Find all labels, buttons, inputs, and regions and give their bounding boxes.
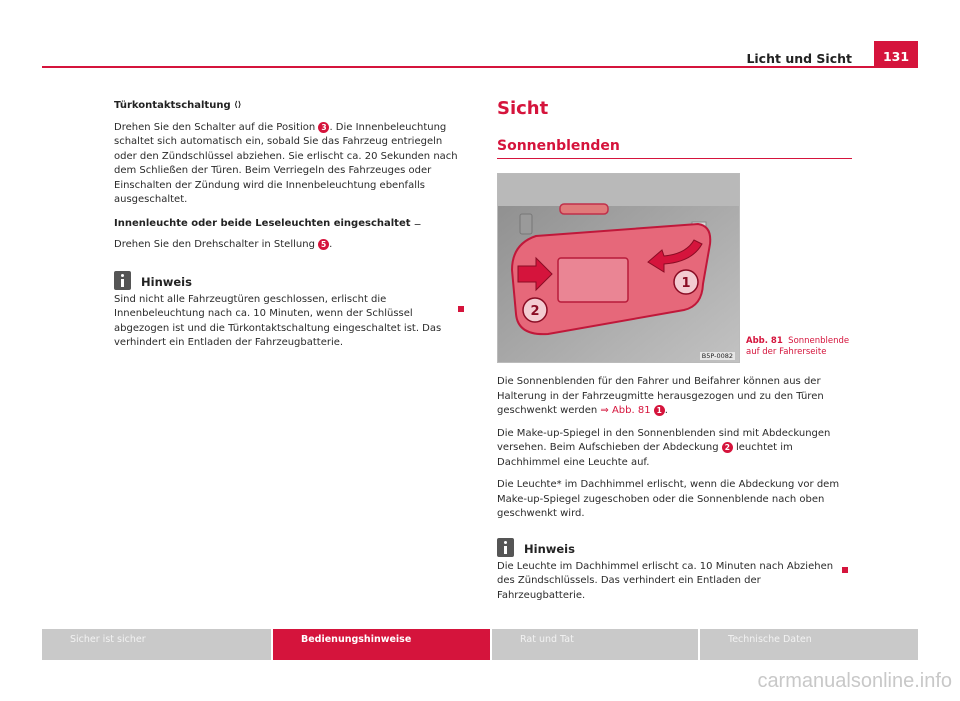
section-end-marker [458,306,464,312]
footer-tab-technik[interactable]: Technische Daten [700,629,918,660]
right-column [497,98,852,155]
figure-sun-visor [497,173,740,363]
note-header [114,271,466,290]
note-text-right: Die Leuchte im Dachhimmel erlischt ca. 10 Minuten nach Abziehen des Zündschlüssels. Das verhindert ein Entladen der Fahrzeugbatterie. [497,560,834,601]
footer-nav [42,629,918,660]
info-icon [114,271,131,290]
ref-marker-5: 5 [318,239,329,250]
figure-link[interactable]: ⇒ Abb. 81 [600,405,651,416]
footer-tab-rat[interactable]: Rat und Tat [492,629,698,660]
paragraph-reading-lights: Drehen Sie den Drehschalter in Stellung 5 . [114,239,333,250]
note-title-right: Hinweis [524,542,575,556]
page-header-title: Licht und Sicht [746,51,852,66]
callout-2: 2 [530,304,540,319]
watermark: carmanualsonline.info [757,670,952,692]
header-rule [42,66,918,68]
right-body [497,375,852,603]
interior-light-door-icon: ⟨⟩ [234,100,242,109]
figure-caption: Abb. 81 Sonnenblende auf der Fahrerseite [746,336,850,357]
figure-code: B5P-0082 [701,352,733,360]
mirror-cover [558,258,628,302]
note-text: Sind nicht alle Fahrzeugtüren geschlossen, erlischt die Innenbeleuchtung nach ca. 10 Minuten, wenn der Schlüssel abgezogen ist und die Türkontaktschaltung eingeschaltet ist. Das verhindert ein Entladen der Fahrzeugbatterie. [114,293,442,348]
info-icon [497,538,514,557]
left-column [114,98,466,351]
section-title: Sonnenblenden [497,138,620,154]
note-header-right [497,538,852,557]
paragraph-visor: Die Sonnenblenden für den Fahrer und Beifahrer können aus der Halterung in der Fahrzeugmitte herausgezogen und zu den Türen geschwenkt werden ⇒ Abb. 81 1 . [497,376,824,416]
chapter-title: Sicht [497,98,549,119]
paragraph-roof-light: Die Leuchte* im Dachhimmel erlischt, wenn die Abdeckung vor dem Make-up-Spiegel zugeschoben oder die Sonnenblende nach oben geschwenkt wird. [497,479,840,519]
note-title: Hinweis [141,275,192,289]
sun-visor-illustration [498,174,739,362]
ref-marker-3: 3 [318,122,329,133]
page-number: 131 [874,41,918,67]
footer-tab-bedienung[interactable]: Bedienungshinweise [273,629,490,660]
ref-marker-1: 1 [654,405,665,416]
callout-1: 1 [681,276,691,291]
interior-light-on-icon: ⚊ [414,217,422,227]
section-heading-door-contact: Türkontaktschaltung ⟨⟩ [114,100,242,111]
paragraph-mirror: Die Make-up-Spiegel in den Sonnenblenden sind mit Abdeckungen versehen. Beim Aufschieben der Abdeckung 2 leuchtet im Dachhimmel eine Leuchte auf. [497,427,831,468]
section-heading-reading-lights: Innenleuchte oder beide Leseleuchten eingeschaltet ⚊ [114,217,422,229]
paragraph-door-contact: Drehen Sie den Schalter auf die Position 3 . Die Innenbeleuchtung schaltet sich automatisch ein, sobald Sie das Fahrzeug entriegeln oder den Zündschlüssel abziehen. Sie erlischt ca. 20 Sekunden nach dem Schließen der Türen. Beim Verriegeln des Fahrzeuges oder Einschalten der Zündung wird die Innenbeleuchtung ebenfalls ausgeschaltet. [114,121,458,205]
footer-tab-sicher[interactable]: Sicher ist sicher [42,629,271,660]
section-rule [497,158,852,159]
ref-marker-2: 2 [722,442,733,453]
section-end-marker-right [842,567,848,573]
